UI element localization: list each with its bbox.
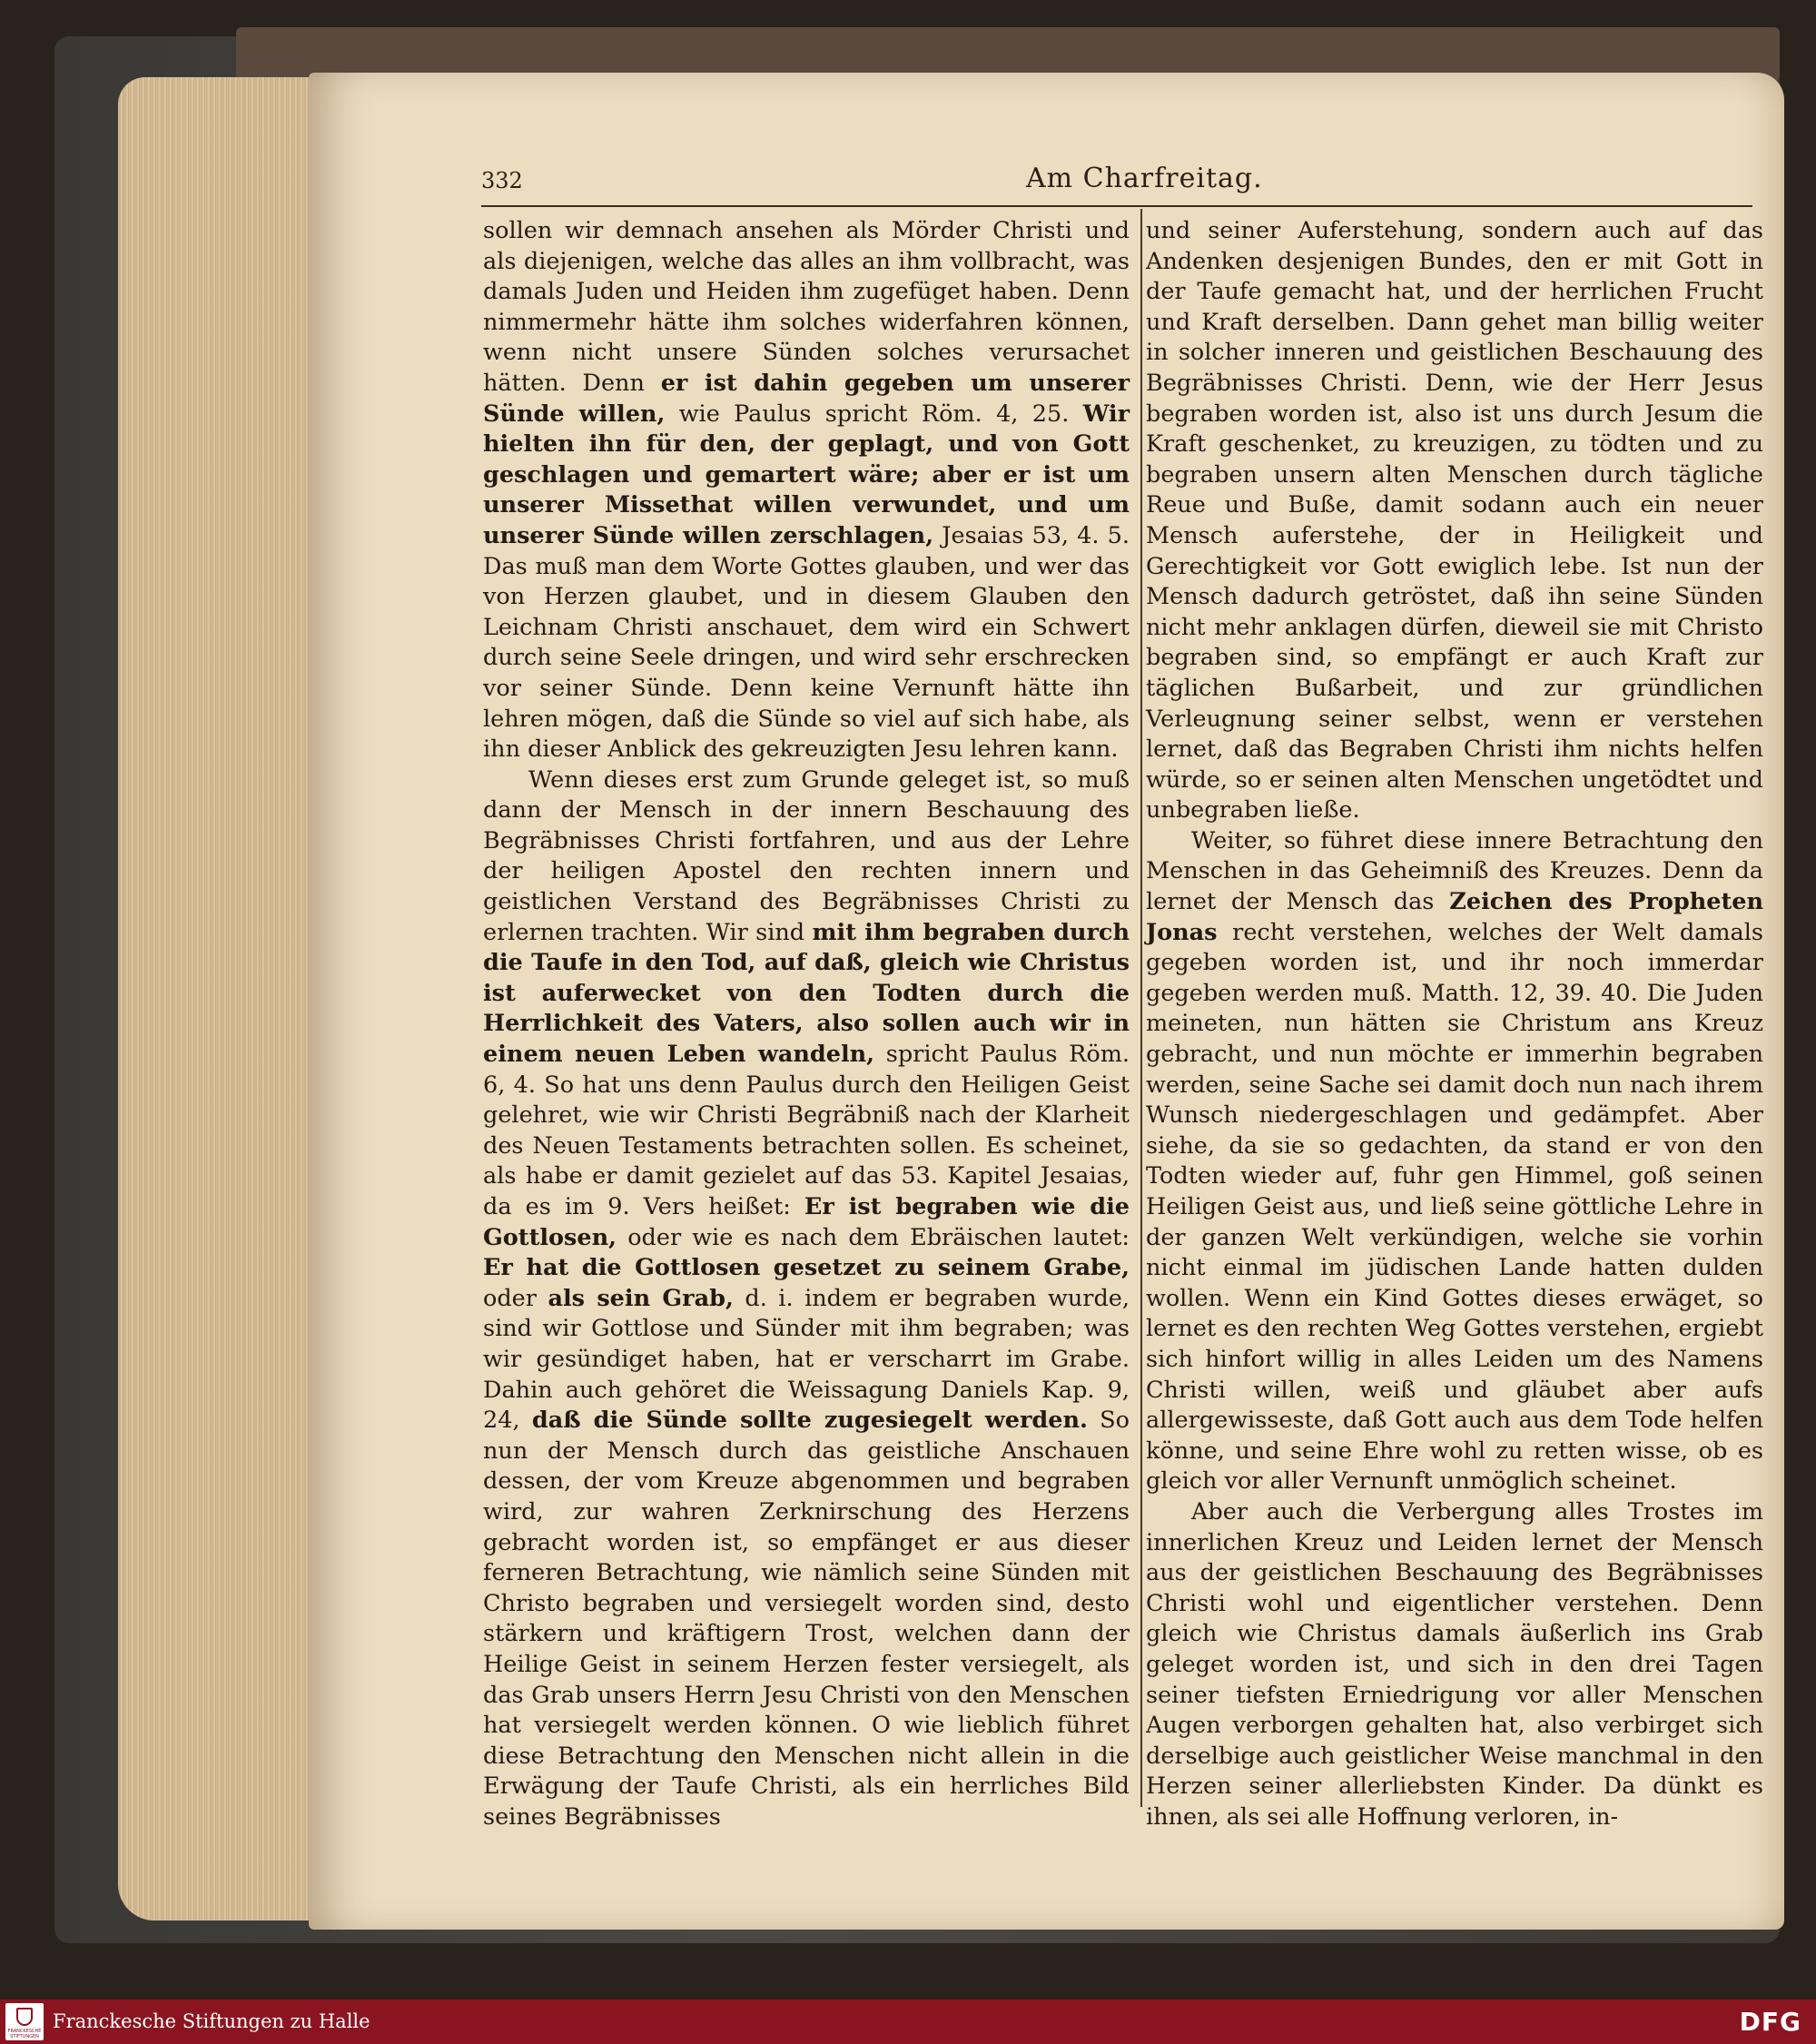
page-header — [481, 163, 1752, 204]
page-edges — [118, 77, 327, 1921]
header-rule — [481, 205, 1752, 207]
right-text-column — [1146, 216, 1763, 1832]
paragraph: Aber auch die Verbergung alles Trostes im innerlichen Kreuz und Leiden lernet der Mensch aus der geistlichen Beschauung des Begräbnisses Christi wohl und eigentlicher verstehen. Denn gleich wie Christus damals äußerlich ins Grab geleget worden ist, und sich in den drei Tagen seiner tiefsten Erniedrigung vor aller Menschen Augen verborgen gehalten hat, also verbirget sich derselbige auch geistlicher Weise manchmal in den Herzen seiner allerliebsten Kinder. Da dünkt es ihnen, als sei alle Hoffnung verloren, in- — [1146, 1497, 1763, 1831]
page-number: 332 — [481, 168, 523, 193]
column-divider — [1140, 209, 1142, 1807]
paragraph: sollen wir demnach ansehen als Mörder Christi und als diejenigen, welche das alles an ihm vollbracht, was damals Juden und Heiden ihm zugefüget haben. Denn nimmermehr hätte ihm solches widerfahren können, wenn nicht unsere Sünden solches verursachet hätten. Denn er ist dahin gegeben um unserer Sünde willen, wie Paulus spricht Röm. 4, 25. Wir hielten ihn für den, der geplagt, und von Gott geschlagen und gemartert wäre; aber er ist um unserer Missethat willen verwundet, und um unserer Sünde willen zerschlagen, Jesaias 53, 4. 5. Das muß man dem Worte Gottes glauben, und wer das von Herzen glaubet, und in diesem Glauben den Leichnam Christi anschauet, dem wird ein Schwert durch seine Seele dringen, und wird sehr erschrecken vor seiner Sünde. Denn keine Vernunft hätte ihn lehren mögen, daß die Sünde so viel auf sich habe, als ihn dieser Anblick des gekreuzigten Jesu lehren kann. — [483, 217, 1130, 764]
left-text-column — [483, 216, 1130, 1832]
paragraph: Wenn dieses erst zum Grunde geleget ist, so muß dann der Mensch in der innern Beschauung des Begräbnisses Christi fortfahren, und aus der Lehre der heiligen Apostel den rechten innern und geistlichen Verstand des Begräbnisses Christi zu erlernen trachten. Wir sind mit ihm begraben durch die Taufe in den Tod, auf daß, gleich wie Christus ist auferwecket von den Todten durch die Herrlichkeit des Vaters, also sollen auch wir in einem neuen Leben wandeln, spricht Paulus Röm. 6, 4. So hat uns denn Paulus durch den Heiligen Geist gelehret, wie wir Christi Begräbniß nach der Klarheit des Neuen Testaments betrachten sollen. Es scheinet, als habe er damit gezielet auf das 53. Kapitel Jesaias, da es im 9. Vers heißet: Er ist begraben wie die Gottlosen, oder wie es nach dem Ebräischen lautet: Er hat die Gottlosen gesetzet zu seinem Grabe, oder als sein Grab, d. i. indem er begraben wurde, sind wir Gottlose und Sünder mit ihm begraben; was wir gesündiget haben, hat er verscharrt im Grabe. Dahin auch gehöret die Weissagung Daniels Kap. 9, 24, daß die Sünde sollte zugesiegelt werden. So nun der Mensch durch das geistliche Anschauen dessen, der vom Kreuze abgenommen und begraben wird, zur wahren Zerknirschung des Herzens gebracht worden ist, so empfänget er aus dieser ferneren Betrachtung, wie nämlich seine Sünden mit Christo begraben und versiegelt worden sind, desto stärkern und kräftigern Trost, welchen dann der Heilige Geist in seinem Herzen fester versiegelt, als das Grab unsers Herrn Jesu Christi von den Menschen hat versiegelt werden können. O wie lieblich führet diese Betrachtung den Menschen nicht allein in die Erwägung der Taufe Christi, als ein herrliches Bild seines Begräbnisses — [483, 765, 1130, 1831]
running-title: Am Charfreitag. — [1026, 163, 1263, 194]
institution-name: Franckesche Stiftungen zu Halle — [53, 2010, 370, 2032]
footer-bar — [0, 2000, 1816, 2044]
funder-logo: DFG — [1739, 2007, 1801, 2037]
logo-caption: FRANCKESCHE STIFTUNGEN — [7, 2029, 42, 2039]
paragraph: und seiner Auferstehung, sondern auch auf das Andenken desjenigen Bundes, den er mit Gott in der Taufe gemacht hat, und der herrlichen Frucht und Kraft derselben. Dann gehet man billig weiter in solcher inneren und geistlichen Beschauung des Begräbnisses Christi. Denn, wie der Herr Jesus begraben worden ist, also ist uns durch Jesum die Kraft geschenket, zu kreuzigen, zu tödten und zu begraben unsern alten Menschen durch tägliche Reue und Buße, damit sodann auch ein neuer Mensch auferstehe, der in Heiligkeit und Gerechtigkeit vor Gott ewiglich lebe. Ist nun der Mensch dadurch getröstet, daß ihn seine Sünden nicht mehr anklagen dürfen, dieweil sie mit Christo begraben sind, so empfängt er auch Kraft zur täglichen Bußarbeit, und zur gründlichen Verleugnung seiner selbst, wenn er verstehen lernet, daß das Begraben Christi ihm nichts helfen würde, so er seinen alten Menschen ungetödtet und unbegraben ließe. — [1146, 217, 1763, 825]
institution-logo-icon — [5, 2003, 44, 2040]
paragraph: Weiter, so führet diese innere Betrachtung den Menschen in das Geheimniß des Kreuzes. Denn da lernet der Mensch das Zeichen des Propheten Jonas recht verstehen, welches der Welt damals gegeben worden ist, und ihr noch immerdar gegeben werden muß. Matth. 12, 39. 40. Die Juden meineten, nun hätten sie Christum ans Kreuz gebracht, und nun möchte er immerhin begraben werden, seine Sache sei damit doch nun nach ihrem Wunsch niedergeschlagen und gedämpfet. Aber siehe, da sie so gedachten, da stand er von den Todten wieder auf, fuhr gen Himmel, goß seinen Heiligen Geist aus, und ließ seine göttliche Lehre in der ganzen Welt verkündigen, welche sie vorhin nicht einmal im jüdischen Lande hatten dulden wollen. Wenn ein Kind Gottes dieses erwäget, so lernet es den rechten Weg Gottes verstehen, ergiebt sich hinfort willig in alles Leiden um des Namens Christi willen, weiß und gläubet aber aufs allergewisseste, daß Gott auch aus dem Tode helfen könne, und seine Ehre wohl zu retten wisse, ob es gleich vor aller Vernunft unmöglich scheinet. — [1146, 826, 1763, 1496]
